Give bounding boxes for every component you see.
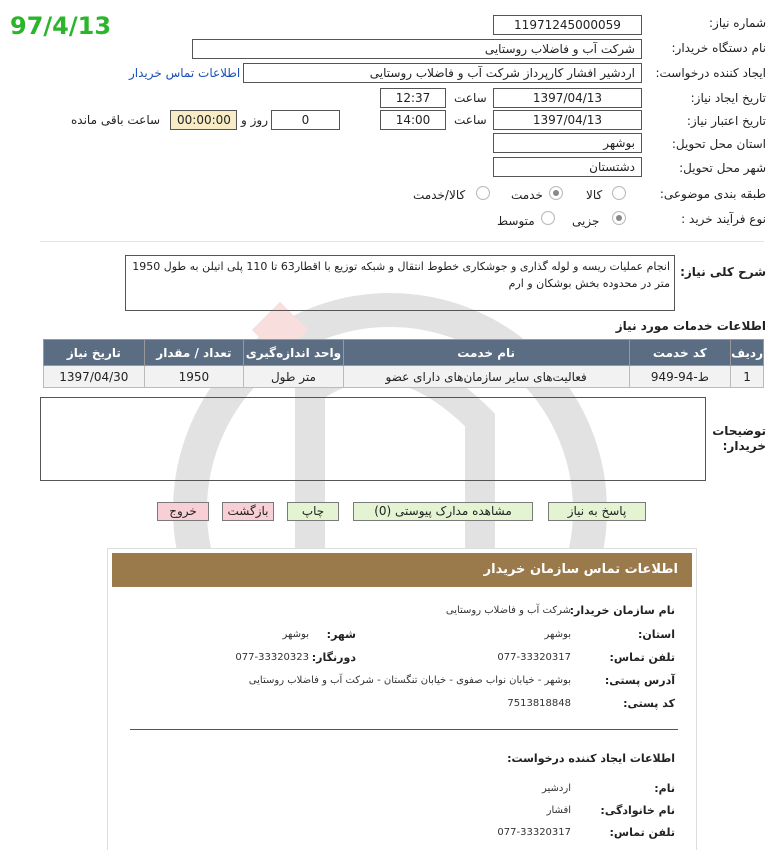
- process-label: نوع فرآیند خرید :: [681, 212, 766, 226]
- city-field: دشتستان: [493, 157, 642, 177]
- cell-name: فعالیت‌های سایر سازمان‌های دارای عضو: [343, 366, 629, 388]
- cell-unit: متر طول: [244, 366, 344, 388]
- created-date-field: 1397/04/13: [493, 88, 642, 108]
- cell-qty: 1950: [144, 366, 243, 388]
- card-fax-value: 077-33320323: [235, 652, 309, 663]
- card-divider: [130, 729, 678, 730]
- process-radio-medium[interactable]: [541, 211, 555, 228]
- validity-time-label: ساعت: [454, 113, 487, 127]
- description-textarea[interactable]: [125, 255, 675, 311]
- cell-code: ط-94-949: [629, 366, 731, 388]
- card-city-value: بوشهر: [282, 629, 309, 640]
- category-radio-both[interactable]: [476, 186, 490, 203]
- buyer-contact-link[interactable]: اطلاعات تماس خریدار: [129, 66, 241, 80]
- buyer-org-label: نام دستگاه خریدار:: [671, 41, 766, 55]
- category-option-goods: کالا: [586, 188, 603, 202]
- category-option-service: خدمت: [511, 188, 543, 202]
- need-number-label: شماره نیاز:: [709, 16, 766, 30]
- stamp-date: 97/4/13: [10, 12, 112, 40]
- days-field: 0: [271, 110, 340, 130]
- reply-button[interactable]: پاسخ به نیاز: [548, 502, 646, 521]
- need-number-field: 11971245000059: [493, 15, 642, 35]
- creator-first-name-value: اردشیر: [542, 783, 571, 794]
- category-label: طبقه بندی موضوعی:: [659, 187, 766, 201]
- divider: [40, 241, 764, 242]
- creator-first-name-label: نام:: [654, 782, 675, 795]
- creator-last-name-value: افشار: [546, 805, 571, 816]
- creator-last-name-label: نام خانوادگی:: [600, 804, 675, 817]
- card-postal-label: کد پستی:: [623, 697, 675, 710]
- requester-field: اردشیر افشار کارپرداز شرکت آب و فاضلاب روستایی: [243, 63, 642, 83]
- col-unit: واحد اندازه‌گیری: [244, 340, 344, 366]
- days-label: روز و: [241, 113, 268, 127]
- card-postal-value: 7513818848: [507, 698, 571, 709]
- contact-card-header: اطلاعات تماس سازمان خریدار: [112, 553, 692, 587]
- attachments-button[interactable]: مشاهده مدارک پیوستی (0): [353, 502, 533, 521]
- table-row: [44, 366, 764, 388]
- city-label: شهر محل تحویل:: [679, 161, 766, 175]
- validity-date-field: 1397/04/13: [493, 110, 642, 130]
- card-org-value: شرکت آب و فاضلاب روستایی: [445, 605, 571, 616]
- card-address-value: بوشهر - خیابان نواب صفوی - خیابان تنگستان - شرکت آب و فاضلاب روستایی: [248, 675, 571, 686]
- creator-phone-value: 077-33320317: [497, 827, 571, 838]
- col-name: نام خدمت: [343, 340, 629, 366]
- col-code: کد خدمت: [629, 340, 731, 366]
- cell-date: 1397/04/30: [44, 366, 145, 388]
- remaining-time-field: 00:00:00: [170, 110, 237, 130]
- card-province-value: بوشهر: [544, 629, 571, 640]
- creator-title: اطلاعات ایجاد کننده درخواست:: [507, 752, 675, 765]
- requester-label: ایجاد کننده درخواست:: [655, 66, 766, 80]
- col-qty: تعداد / مقدار: [144, 340, 243, 366]
- col-date: تاریخ نیاز: [44, 340, 145, 366]
- back-button[interactable]: بازگشت: [222, 502, 274, 521]
- print-button[interactable]: چاپ: [287, 502, 339, 521]
- services-table: [43, 339, 764, 388]
- validity-date-label: تاریخ اعتبار نیاز:: [686, 114, 766, 128]
- process-option-minor: جزیی: [572, 214, 600, 228]
- card-province-label: استان:: [638, 628, 675, 641]
- description-label: شرح کلی نیاز:: [680, 265, 766, 279]
- remaining-label: ساعت باقی مانده: [71, 113, 161, 127]
- category-option-both: کالا/خدمت: [413, 188, 466, 202]
- buyer-notes-label: توضیحات خریدار:: [712, 424, 766, 453]
- cell-row: 1: [731, 366, 764, 388]
- col-row: ردیف: [731, 340, 764, 366]
- category-radio-goods[interactable]: [612, 186, 626, 203]
- card-fax-label: دورنگار:: [311, 651, 356, 664]
- card-city-label: شهر:: [326, 628, 356, 641]
- card-phone-value: 077-33320317: [497, 652, 571, 663]
- process-radio-minor[interactable]: [612, 211, 626, 228]
- description-text: انجام عملیات ریسه و لوله گذاری و جوشکاری خطوط انتقال و شبکه توزیع با اقطار63 تا 110 پلی اتیلن به طول 1950 متر در محدوده بخش بوشکان و ارم: [132, 260, 670, 290]
- province-label: استان محل تحویل:: [671, 137, 766, 151]
- created-time-field: 12:37: [380, 88, 446, 108]
- card-org-label: نام سازمان خریدار:: [569, 604, 675, 617]
- buyer-org-field: شرکت آب و فاضلاب روستایی: [192, 39, 642, 59]
- exit-button[interactable]: خروج: [157, 502, 209, 521]
- services-title: اطلاعات خدمات مورد نیاز: [615, 319, 766, 333]
- buyer-notes-textarea[interactable]: [40, 397, 706, 481]
- validity-time-field: 14:00: [380, 110, 446, 130]
- province-field: بوشهر: [493, 133, 642, 153]
- category-radio-service[interactable]: [549, 186, 563, 203]
- card-address-label: آدرس پستی:: [604, 674, 675, 687]
- created-date-label: تاریخ ایجاد نیاز:: [690, 91, 766, 105]
- card-phone-label: تلفن تماس:: [609, 651, 675, 664]
- created-time-label: ساعت: [454, 91, 487, 105]
- process-option-medium: متوسط: [497, 214, 535, 228]
- creator-phone-label: تلفن تماس:: [609, 826, 675, 839]
